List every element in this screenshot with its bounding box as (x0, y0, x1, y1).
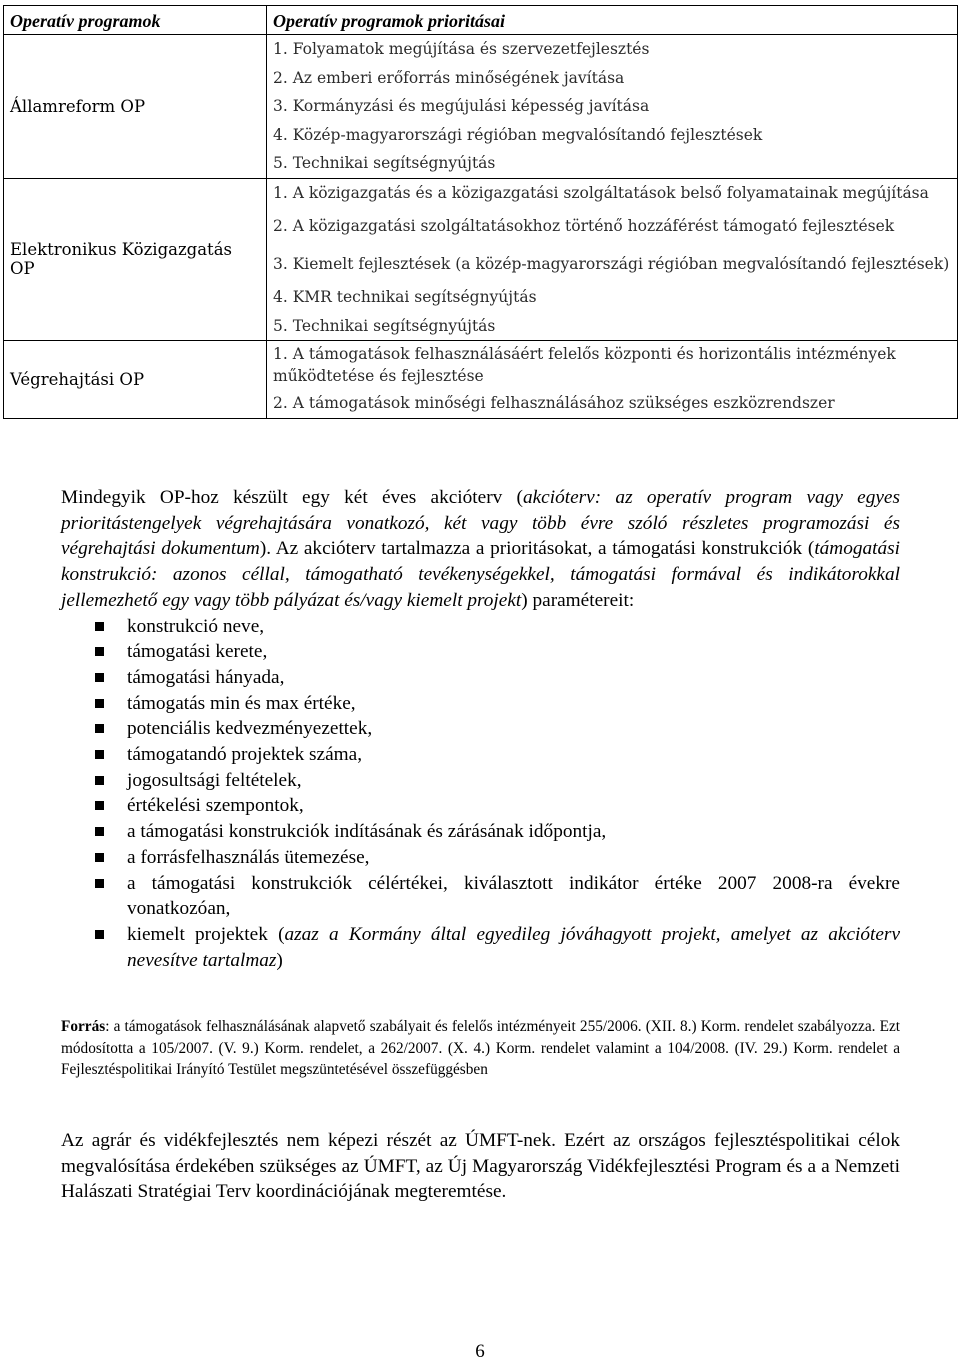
list-item: konstrukció neve, (61, 614, 900, 640)
program-name: Államreform OP (4, 35, 267, 179)
priority-list (267, 341, 958, 419)
closing-paragraph: Az agrár és vidékfejlesztés nem képezi részét az ÚMFT-nek. Ezért az országos fejlesztéspolitikai célok megvalósítása érdekében szükséges az ÚMFT, az Új Magyarország Vidékfejlesztési Program és a a Nemzeti Halászati Stratégiai Terv koordinációjának megteremtése. (61, 1130, 900, 1203)
priority-item: 1. Folyamatok megújítása és szervezetfejlesztés (273, 40, 650, 58)
priority-list (267, 178, 958, 341)
table-row (4, 35, 958, 179)
op-priorities-table (3, 5, 958, 419)
action-plan-section (61, 485, 900, 973)
list-item: támogatás min és max értéke, (61, 691, 900, 717)
intro-text: ). Az akcióterv tartalmazza a prioritásokat, a támogatási konstrukciók ( (259, 538, 815, 560)
intro-text: Mindegyik OP-hoz készült egy két éves akcióterv ( (61, 487, 523, 508)
program-name: Elektronikus Közigazgatás OP (4, 178, 267, 341)
priority-item: 2. Az emberi erőforrás minőségének javítása (273, 68, 625, 87)
priority-item: 5. Technikai segítségnyújtás (273, 316, 496, 335)
list-item: jogosultsági feltételek, (61, 768, 900, 794)
priority-item: 5. Technikai segítségnyújtás (273, 154, 496, 172)
source-note (61, 1016, 900, 1081)
list-item: támogatandó projektek száma, (61, 742, 900, 768)
priority-item: 1. A támogatások felhasználásáért felelős központi és horizontális intézmények működtetése és fejlesztése (273, 345, 896, 385)
priority-item: 2. A támogatások minőségi felhasználásához szükséges eszközrendszer (273, 394, 835, 412)
list-item: a forrásfelhasználás ütemezése, (61, 845, 900, 871)
bullet-square-icon (95, 801, 104, 810)
parameter-list (61, 614, 900, 974)
list-item: támogatási kerete, (61, 639, 900, 665)
bullet-square-icon (95, 647, 104, 656)
header-priorities: Operatív programok prioritásai (267, 6, 958, 35)
bullet-square-icon (95, 750, 104, 759)
list-item: támogatási hányada, (61, 665, 900, 691)
priority-item: 1. A közigazgatás és a közigazgatási szolgáltatások belső folyamatainak megújítása (273, 183, 929, 202)
list-item: a támogatási konstrukciók célértékei, kiválasztott indikátor értéke 2007 2008-ra évekre vonatkozóan, (61, 871, 900, 922)
bullet-square-icon (95, 879, 104, 888)
intro-paragraph (61, 485, 900, 614)
list-item: kiemelt projektek (azaz a Kormány által egyedileg jóváhagyott projekt, amelyet az akcióterv nevesítve tartalmaz) (61, 922, 900, 973)
intro-definition: támogatási konstrukció: azonos céllal, támogatható tevékenységekkel, támogatási formával és indikátorokkal jellemezhető egy vagy több pályázat és/vagy kiemelt projekt (61, 538, 901, 611)
bullet-square-icon (95, 724, 104, 733)
priority-list (267, 35, 958, 179)
intro-text: ) paramétereit: (521, 589, 635, 611)
bullet-square-icon (95, 930, 104, 939)
table-row (4, 341, 958, 419)
priority-item: 3. Kiemelt fejlesztések (a közép-magyarországi régióban megvalósítandó fejlesztések) (273, 255, 950, 273)
bullet-square-icon (95, 622, 104, 631)
list-item: értékelési szempontok, (61, 793, 900, 819)
list-item: a támogatási konstrukciók indításának és zárásának időpontja, (61, 819, 900, 845)
priority-item: 3. Kormányzási és megújulási képesség javítása (273, 97, 650, 115)
bullet-square-icon (95, 699, 104, 708)
bullet-square-icon (95, 673, 104, 682)
source-text: : a támogatások felhasználásának alapvető szabályait és felelős intézményeit 255/2006. (XII. 8.) Korm. rendelet szabályozza. Ezt módosította a 105/2007. (V. 9.) Korm. rendelet, a 262/2007. (X. 4.) Korm. rendelet valamint a 104/2008. (IV. 29.) Korm. rendelet a Fejlesztéspolitikai Irányító Testület megszüntetésével összefüggésben (61, 1018, 900, 1078)
bullet-square-icon (95, 827, 104, 836)
intro-definition: akcióterv: az operatív program vagy egyes prioritástengelyek végrehajtására vonatkozó, két vagy több évre szóló részletes programozási és végrehajtási dokumentum (61, 487, 900, 560)
priority-item: 2. A közigazgatási szolgáltatásokhoz történő hozzáférést támogató fejlesztések (273, 217, 895, 235)
bullet-square-icon (95, 776, 104, 785)
program-name: Végrehajtási OP (4, 341, 267, 419)
priority-item: 4. Közép-magyarországi régióban megvalósítandó fejlesztések (273, 125, 763, 144)
header-programs: Operatív programok (4, 6, 267, 35)
page-number: 6 (475, 1341, 485, 1362)
table-row (4, 178, 958, 341)
table-header-row (4, 6, 958, 35)
bullet-square-icon (95, 853, 104, 862)
priority-item: 4. KMR technikai segítségnyújtás (273, 288, 537, 306)
source-label: Forrás (61, 1018, 106, 1035)
list-item: potenciális kedvezményezettek, (61, 716, 900, 742)
